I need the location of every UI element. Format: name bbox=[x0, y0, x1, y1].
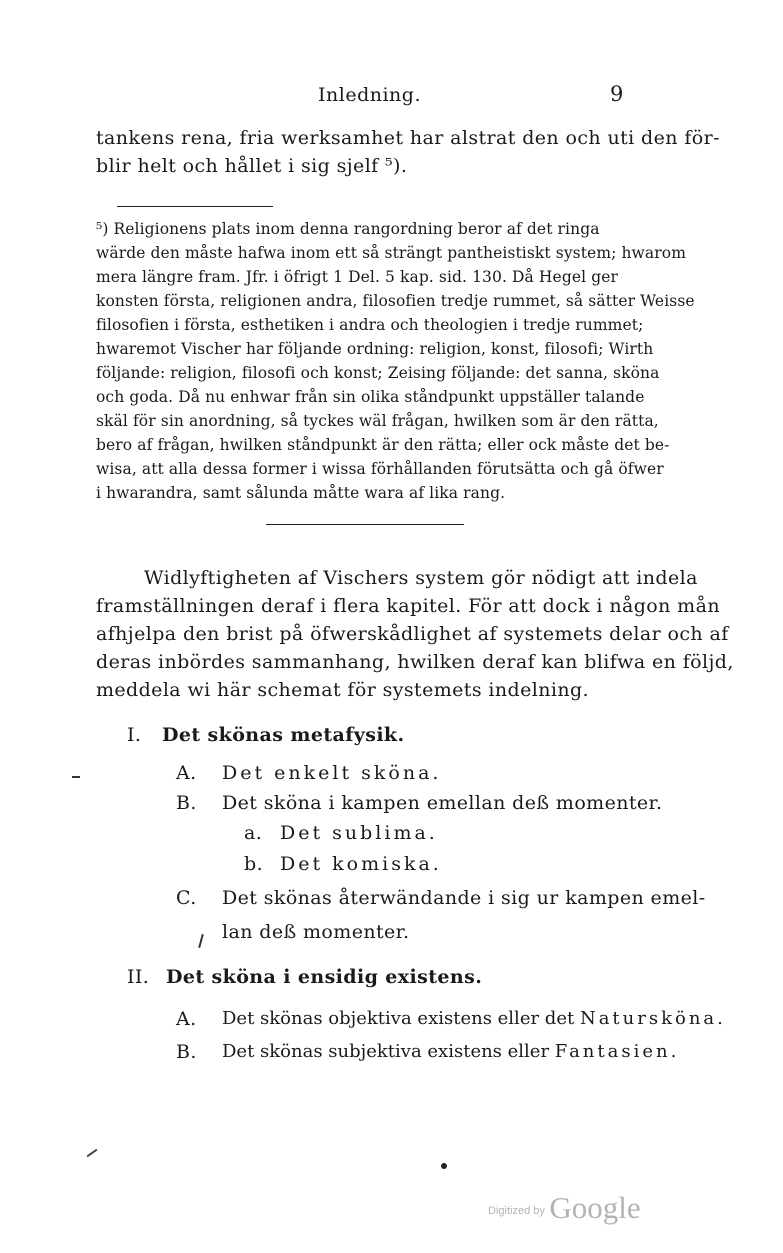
scan-speck bbox=[72, 776, 80, 778]
footnote-line: wisa, att alla dessa former i wissa förhållanden förutsätta och gå öfwer bbox=[96, 460, 664, 478]
footnote-line: i hwarandra, samt sålunda måtte wara af lika rang. bbox=[96, 484, 506, 502]
footnote-line: konsten första, religionen andra, filosofien tredje rummet, så sätter Weisse bbox=[96, 292, 695, 310]
paragraph-line: Widlyftigheten af Vischers system gör nödigt att indela bbox=[144, 567, 698, 589]
outline-item-text bbox=[222, 1041, 679, 1062]
section-rule bbox=[266, 524, 464, 525]
outline-part2-title: Det sköna i ensidig existens. bbox=[166, 966, 483, 988]
outline-item-text: Det sköna i kampen emellan deß momenter. bbox=[222, 792, 663, 814]
footnote-line: bero af frågan, hwilken ståndpunkt är den rätta; eller ock måste det be- bbox=[96, 436, 670, 454]
outline-subitem-letter: a. bbox=[244, 822, 263, 844]
carryover-line-1: tankens rena, fria werksamhet har alstrat den och uti den för- bbox=[96, 127, 720, 149]
outline-item-letter: C. bbox=[176, 887, 197, 909]
footnote-line: filosofien i första, esthetiken i andra och theologien i tredje rummet; bbox=[96, 316, 644, 334]
outline-part1-numeral: I. bbox=[127, 724, 142, 746]
paragraph-line: meddela wi här schemat för systemets indelning. bbox=[96, 679, 589, 701]
footnote-line: skäl för sin anordning, så tyckes wäl frågan, hwilken som är den rätta, bbox=[96, 412, 659, 430]
outline-item-text-pre: Det skönas subjektiva existens eller bbox=[222, 1041, 555, 1062]
footnote-line: mera längre fram. Jfr. i öfrigt 1 Del. 5 kap. sid. 130. Då Hegel ger bbox=[96, 268, 619, 286]
digitized-by-google-watermark bbox=[488, 1190, 641, 1226]
outline-item-letter: B. bbox=[176, 1041, 197, 1063]
outline-item-letter: A. bbox=[176, 762, 197, 784]
watermark-prefix: Digitized by bbox=[488, 1205, 545, 1217]
outline-item-text: Det enkelt sköna. bbox=[222, 762, 442, 784]
outline-part1-title: Det skönas metafysik. bbox=[162, 724, 405, 746]
footnote-line: wärde den måste hafwa inom ett så strängt pantheistiskt system; hwarom bbox=[96, 244, 687, 262]
outline-item-text bbox=[222, 1008, 726, 1029]
outline-item-letter: A. bbox=[176, 1008, 197, 1030]
page-number: 9 bbox=[610, 82, 624, 106]
outline-subitem-text: Det sublima. bbox=[280, 822, 438, 844]
footnote-line: ⁵) Religionens plats inom denna rangordning beror af det ringa bbox=[96, 220, 600, 238]
outline-item-text-spaced: Fantasien. bbox=[554, 1041, 680, 1062]
paragraph-line: framställningen deraf i flera kapitel. För att dock i någon mån bbox=[96, 595, 720, 617]
footnote-line: och goda. Då nu enhwar från sin olika ståndpunkt uppställer talande bbox=[96, 388, 645, 406]
scan-speck bbox=[87, 1149, 98, 1158]
footnote-line: hwaremot Vischer har följande ordning: religion, konst, filosofi; Wirth bbox=[96, 340, 654, 358]
carryover-line-2: blir helt och hållet i sig sjelf ⁵). bbox=[96, 155, 408, 177]
google-logo: Google bbox=[549, 1190, 641, 1225]
outline-item-text-cont: lan deß momenter. bbox=[222, 921, 410, 943]
footnote-line: följande: religion, filosofi och konst; Zeising följande: det sanna, sköna bbox=[96, 364, 660, 382]
paragraph-line: deras inbördes sammanhang, hwilken deraf kan blifwa en följd, bbox=[96, 651, 734, 673]
outline-item-text-pre: Det skönas objektiva existens eller det bbox=[222, 1008, 580, 1029]
outline-item-text: Det skönas återwändande i sig ur kampen emel- bbox=[222, 887, 706, 909]
outline-part2-numeral: II. bbox=[127, 966, 150, 988]
scan-speck bbox=[441, 1163, 447, 1169]
running-header: Inledning. bbox=[318, 84, 421, 106]
paragraph-line: afhjelpa den brist på öfwerskådlighet af systemets delar och af bbox=[96, 623, 729, 645]
outline-subitem-text: Det komiska. bbox=[280, 853, 442, 875]
outline-item-letter: B. bbox=[176, 792, 197, 814]
outline-subitem-letter: b. bbox=[244, 853, 264, 875]
scan-speck bbox=[198, 934, 204, 948]
footnote-rule bbox=[117, 206, 273, 207]
outline-item-text-spaced: Natursköna. bbox=[579, 1008, 726, 1029]
